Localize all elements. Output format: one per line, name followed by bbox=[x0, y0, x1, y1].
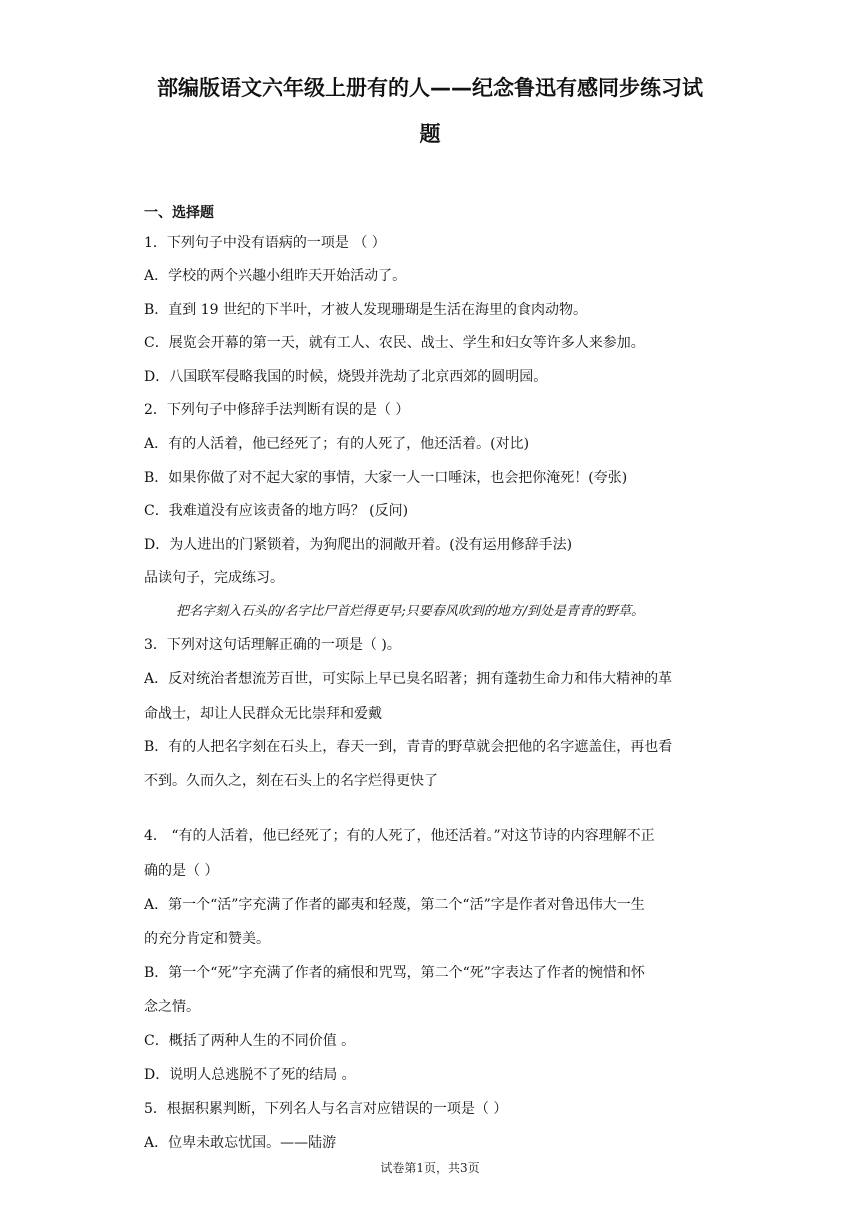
question-2-stem: 2．下列句子中修辞手法判断有误的是（ ） bbox=[144, 402, 410, 418]
question-4-option-b-line-1: B．第一个“死”字充满了作者的痛恨和咒骂，第二个“死”字表达了作者的惋惜和怀 bbox=[144, 965, 645, 981]
question-4-option-c: C．概括了两种人生的不同价值 。 bbox=[144, 1033, 356, 1049]
question-1-option-a: A．学校的两个兴趣小组昨天开始活动了。 bbox=[144, 268, 407, 284]
document-title-line-2: 题 bbox=[419, 122, 441, 146]
question-4-option-b-line-2: 念之情。 bbox=[144, 999, 200, 1015]
question-4-stem-line-1: 4． “有的人活着，他已经死了；有的人死了，他还活着。”对这节诗的内容理解不正 bbox=[144, 828, 655, 844]
question-4-stem-line-2: 确的是（ ） bbox=[144, 863, 219, 879]
question-1-option-b: B．直到 19 世纪的下半叶，才被人发现珊瑚是生活在海里的食肉动物。 bbox=[144, 302, 588, 318]
question-1-stem: 1．下列句子中没有语病的一项是 （ ） bbox=[144, 235, 386, 251]
question-3-option-b-line-2: 不到。久而久之，刻在石头上的名字烂得更快了 bbox=[144, 773, 438, 789]
question-1-option-d: D．八国联军侵略我国的时候，烧毁并洗劫了北京西郊的圆明园。 bbox=[144, 369, 548, 385]
question-5-option-a: A．位卑未敢忘忧国。——陆游 bbox=[144, 1135, 337, 1151]
question-4-option-a-line-1: A．第一个“活”字充满了作者的鄙夷和轻蔑，第二个“活”字是作者对鲁迅伟大一生 bbox=[144, 897, 645, 913]
page-footer: 试卷第1页，共3页 bbox=[380, 1161, 480, 1175]
question-2-option-c: C．我难道没有应该责备的地方吗？ (反问) bbox=[144, 503, 409, 519]
section-heading-choice: 一、选择题 bbox=[144, 205, 214, 221]
question-5-stem: 5．根据积累判断，下列名人与名言对应错误的一项是（ ） bbox=[144, 1101, 508, 1117]
question-2-option-b: B．如果你做了对不起大家的事情，大家一人一口唾沫，也会把你淹死！(夸张) bbox=[144, 470, 628, 486]
question-3-option-a-line-1: A．反对统治者想流芳百世，可实际上早已臭名昭著；拥有蓬勃生命力和伟大精神的革 bbox=[144, 671, 673, 687]
question-1-option-c: C．展览会开幕的第一天，就有工人、农民、战士、学生和妇女等许多人来参加。 bbox=[144, 335, 645, 351]
question-3-option-b-line-1: B．有的人把名字刻在石头上，春天一到，青青的野草就会把他的名字遮盖住，再也看 bbox=[144, 739, 673, 755]
question-4-option-d: D．说明人总逃脱不了死的结局 。 bbox=[144, 1067, 356, 1083]
question-4-option-a-line-2: 的充分肯定和赞美。 bbox=[144, 931, 270, 947]
question-3-stem: 3．下列对这句话理解正确的一项是（ )。 bbox=[144, 637, 401, 653]
question-2-option-d: D．为人进出的门紧锁着，为狗爬出的洞敞开着。(没有运用修辞手法) bbox=[144, 537, 573, 553]
reading-poem-excerpt: 把名字刻入石头的/名字比尸首烂得更早;只要春风吹到的地方/到处是青青的野草。 bbox=[176, 604, 645, 619]
reading-intro: 品读句子，完成练习。 bbox=[144, 570, 284, 586]
document-title-line-1: 部编版语文六年级上册有的人——纪念鲁迅有感同步练习试 bbox=[157, 76, 703, 100]
question-2-option-a: A．有的人活着，他已经死了；有的人死了，他还活着。(对比) bbox=[144, 436, 530, 452]
question-3-option-a-line-2: 命战士，却让人民群众无比崇拜和爱戴 bbox=[144, 706, 382, 722]
